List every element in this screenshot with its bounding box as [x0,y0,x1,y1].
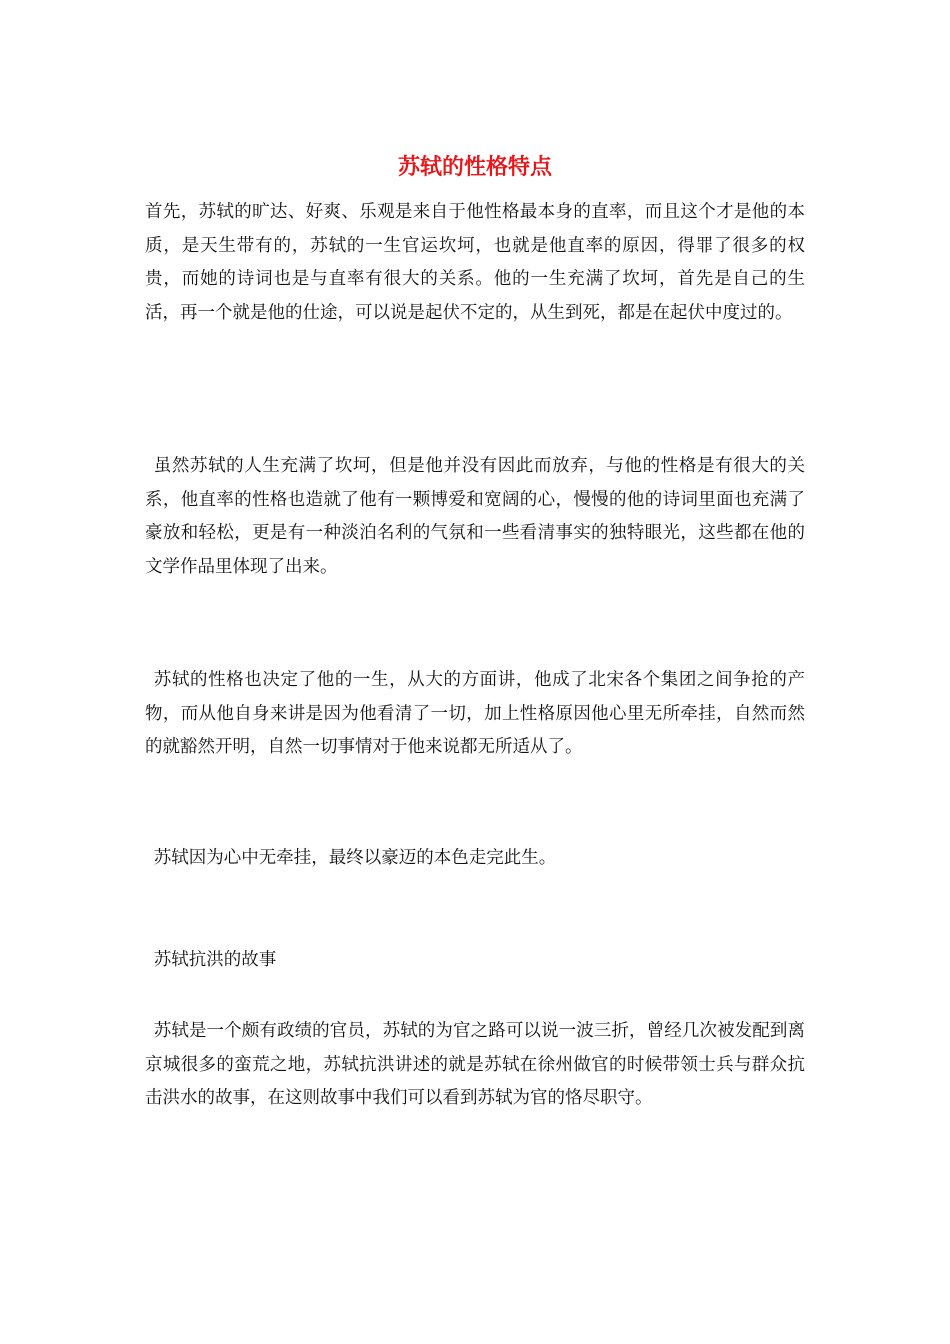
paragraph-3: 苏轼的性格也决定了他的一生，从大的方面讲，他成了北宋各个集团之间争抢的产物，而从他自身来讲是因为他看清了一切，加上性格原因他心里无所牵挂，自然而然的就豁然开明，自然一切事情对于他来说都无所适从了。 [145,670,805,757]
paragraph-5: 苏轼是一个颇有政绩的官员，苏轼的为官之路可以说一波三折，曾经几次被发配到离京城很多的蛮荒之地，苏轼抗洪讲述的就是苏轼在徐州做官的时候带领士兵与群众抗击洪水的故事，在这则故事中我们可以看到苏轼为官的恪尽职守。 [145,1021,805,1108]
document-title: 苏轼的性格特点 [397,154,552,180]
paragraph-4: 苏轼因为心中无牵挂，最终以豪迈的本色走完此生。 [153,848,557,868]
paragraph-1: 首先，苏轼的旷达、好爽、乐观是来自于他性格最本身的直率，而且这个才是他的本质，是天生带有的，苏轼的一生官运坎坷，也就是他直率的原因，得罪了很多的权贵，而她的诗词也是与直率有很大的关系。他的一生充满了坎坷，首先是自己的生活，再一个就是他的仕途，可以说是起伏不定的，从生到死，都是在起伏中度过的。 [145,202,805,323]
section-heading: 苏轼抗洪的故事 [153,950,277,970]
paragraph-2: 虽然苏轼的人生充满了坎坷，但是他并没有因此而放弃，与他的性格是有很大的关系，他直率的性格也造就了他有一颗博爱和宽阔的心，慢慢的他的诗词里面也充满了豪放和轻松，更是有一种淡泊名利的气氛和一些看清事实的独特眼光，这些都在他的文学作品里体现了出来。 [145,456,805,577]
